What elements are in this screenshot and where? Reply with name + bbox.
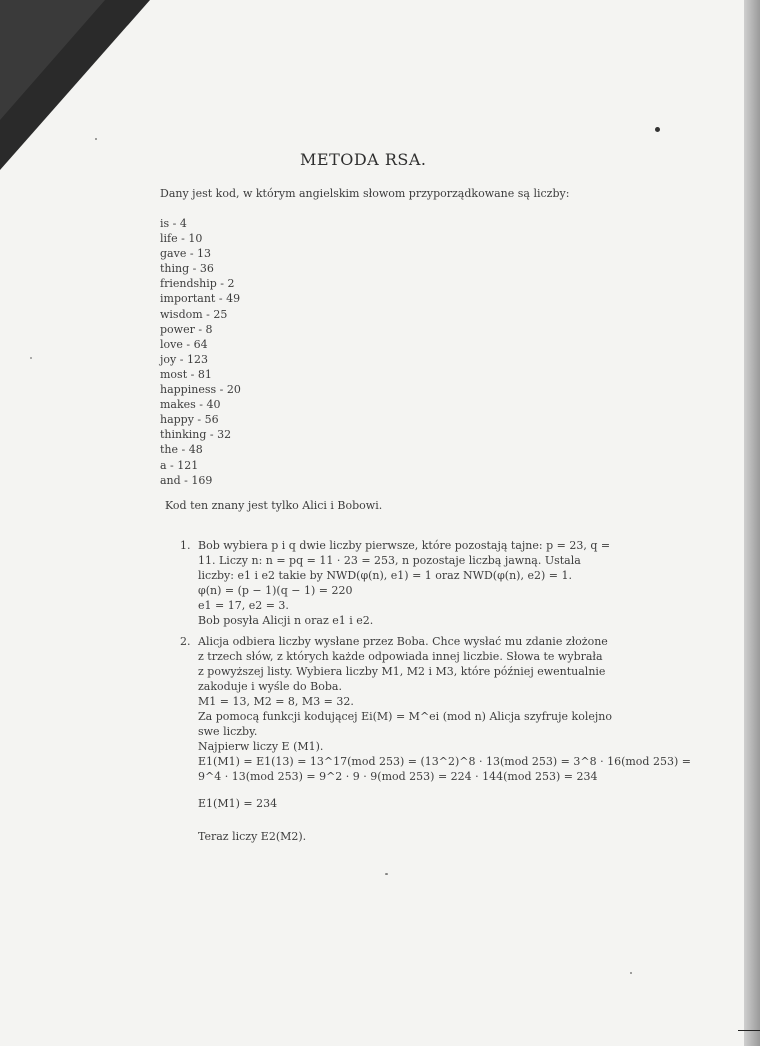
list-item: most - 81 [160,367,212,381]
list-item: happiness - 20 [160,383,241,397]
step-line [198,784,620,796]
step-number: 2. [180,635,191,648]
step-line: Bob posyła Alicji n oraz e1 i e2. [198,614,374,627]
list-item: love - 64 [160,337,208,351]
word-code-list [160,216,241,488]
scan-speck [385,873,388,875]
list-item: important - 49 [160,292,241,306]
scan-speck [95,138,97,140]
step-line: e1 = 17, e2 = 3. [198,599,289,612]
folded-corner-shade [0,0,105,120]
step-number: 1. [180,539,191,552]
step-line: swe liczby. [198,725,258,738]
step-1 [180,538,620,628]
step-line: E1(M1) = E1(13) = 13^17(mod 253) = (13^2)^8 · 13(mod 253) = 3^8 · 16(mod 253) = [198,755,691,768]
step-line: 11. Liczy n: n = pq = 11 · 23 = 253, n pozostaje liczbą jawną. Ustala [198,554,581,567]
step-line: Za pomocą funkcji kodującej Ei(M) = M^ei (mod n) Alicja szyfruje kolejno [198,710,612,723]
list-item: gave - 13 [160,247,212,261]
scan-edge-line [738,1030,760,1031]
list-item: the - 48 [160,443,203,457]
known-note: Kod ten znany jest tylko Alici i Bobowi. [165,499,383,512]
step-line: Alicja odbiera liczby wysłane przez Boba. Chce wysłać mu zdanie złożone [198,635,608,648]
scan-speck [630,972,632,974]
step-line: z powyższej listy. Wybiera liczby M1, M2 i M3, które później ewentualnie [198,665,606,678]
scan-speck [655,127,660,132]
step-line: liczby: e1 i e2 takie by NWD(φ(n), e1) = 1 oraz NWD(φ(n), e2) = 1. [198,569,572,582]
step-line: 9^4 · 13(mod 253) = 9^2 · 9 · 9(mod 253) = 224 · 144(mod 253) = 234 [198,770,598,783]
step-2 [180,634,691,844]
list-item: friendship - 2 [160,277,235,291]
step-line: z trzech słów, z których każde odpowiada innej liczbie. Słowa te wybrała [198,650,603,663]
list-item: and - 169 [160,473,213,487]
list-item: makes - 40 [160,398,221,412]
list-item: life - 10 [160,232,203,246]
intro-text: Dany jest kod, w którym angielskim słowom przyporządkowane są liczby: [160,187,570,200]
list-item: thinking - 32 [160,428,232,442]
list-item: a - 121 [160,458,199,472]
step-line: E1(M1) = 234 [198,797,278,810]
list-item: thing - 36 [160,262,214,276]
list-item: is - 4 [160,217,187,230]
step-line: zakoduje i wyśle do Boba. [198,680,342,693]
step-line: Bob wybiera p i q dwie liczby pierwsze, które pozostają tajne: p = 23, q = [198,539,611,552]
list-item: happy - 56 [160,413,219,427]
list-item: wisdom - 25 [160,307,228,321]
step-line: Najpierw liczy E (M1). [198,740,324,753]
steps-list [180,538,691,850]
step-line: Teraz liczy E2(M2). [198,830,307,843]
page-edge-shadow [744,0,760,1046]
list-item: joy - 123 [160,352,208,366]
step-line [198,811,620,829]
page-title: METODA RSA. [300,150,427,169]
scan-speck [30,357,32,359]
step-line: M1 = 13, M2 = 8, M3 = 32. [198,695,354,708]
step-line: φ(n) = (p − 1)(q − 1) = 220 [198,584,353,597]
list-item: power - 8 [160,322,213,336]
